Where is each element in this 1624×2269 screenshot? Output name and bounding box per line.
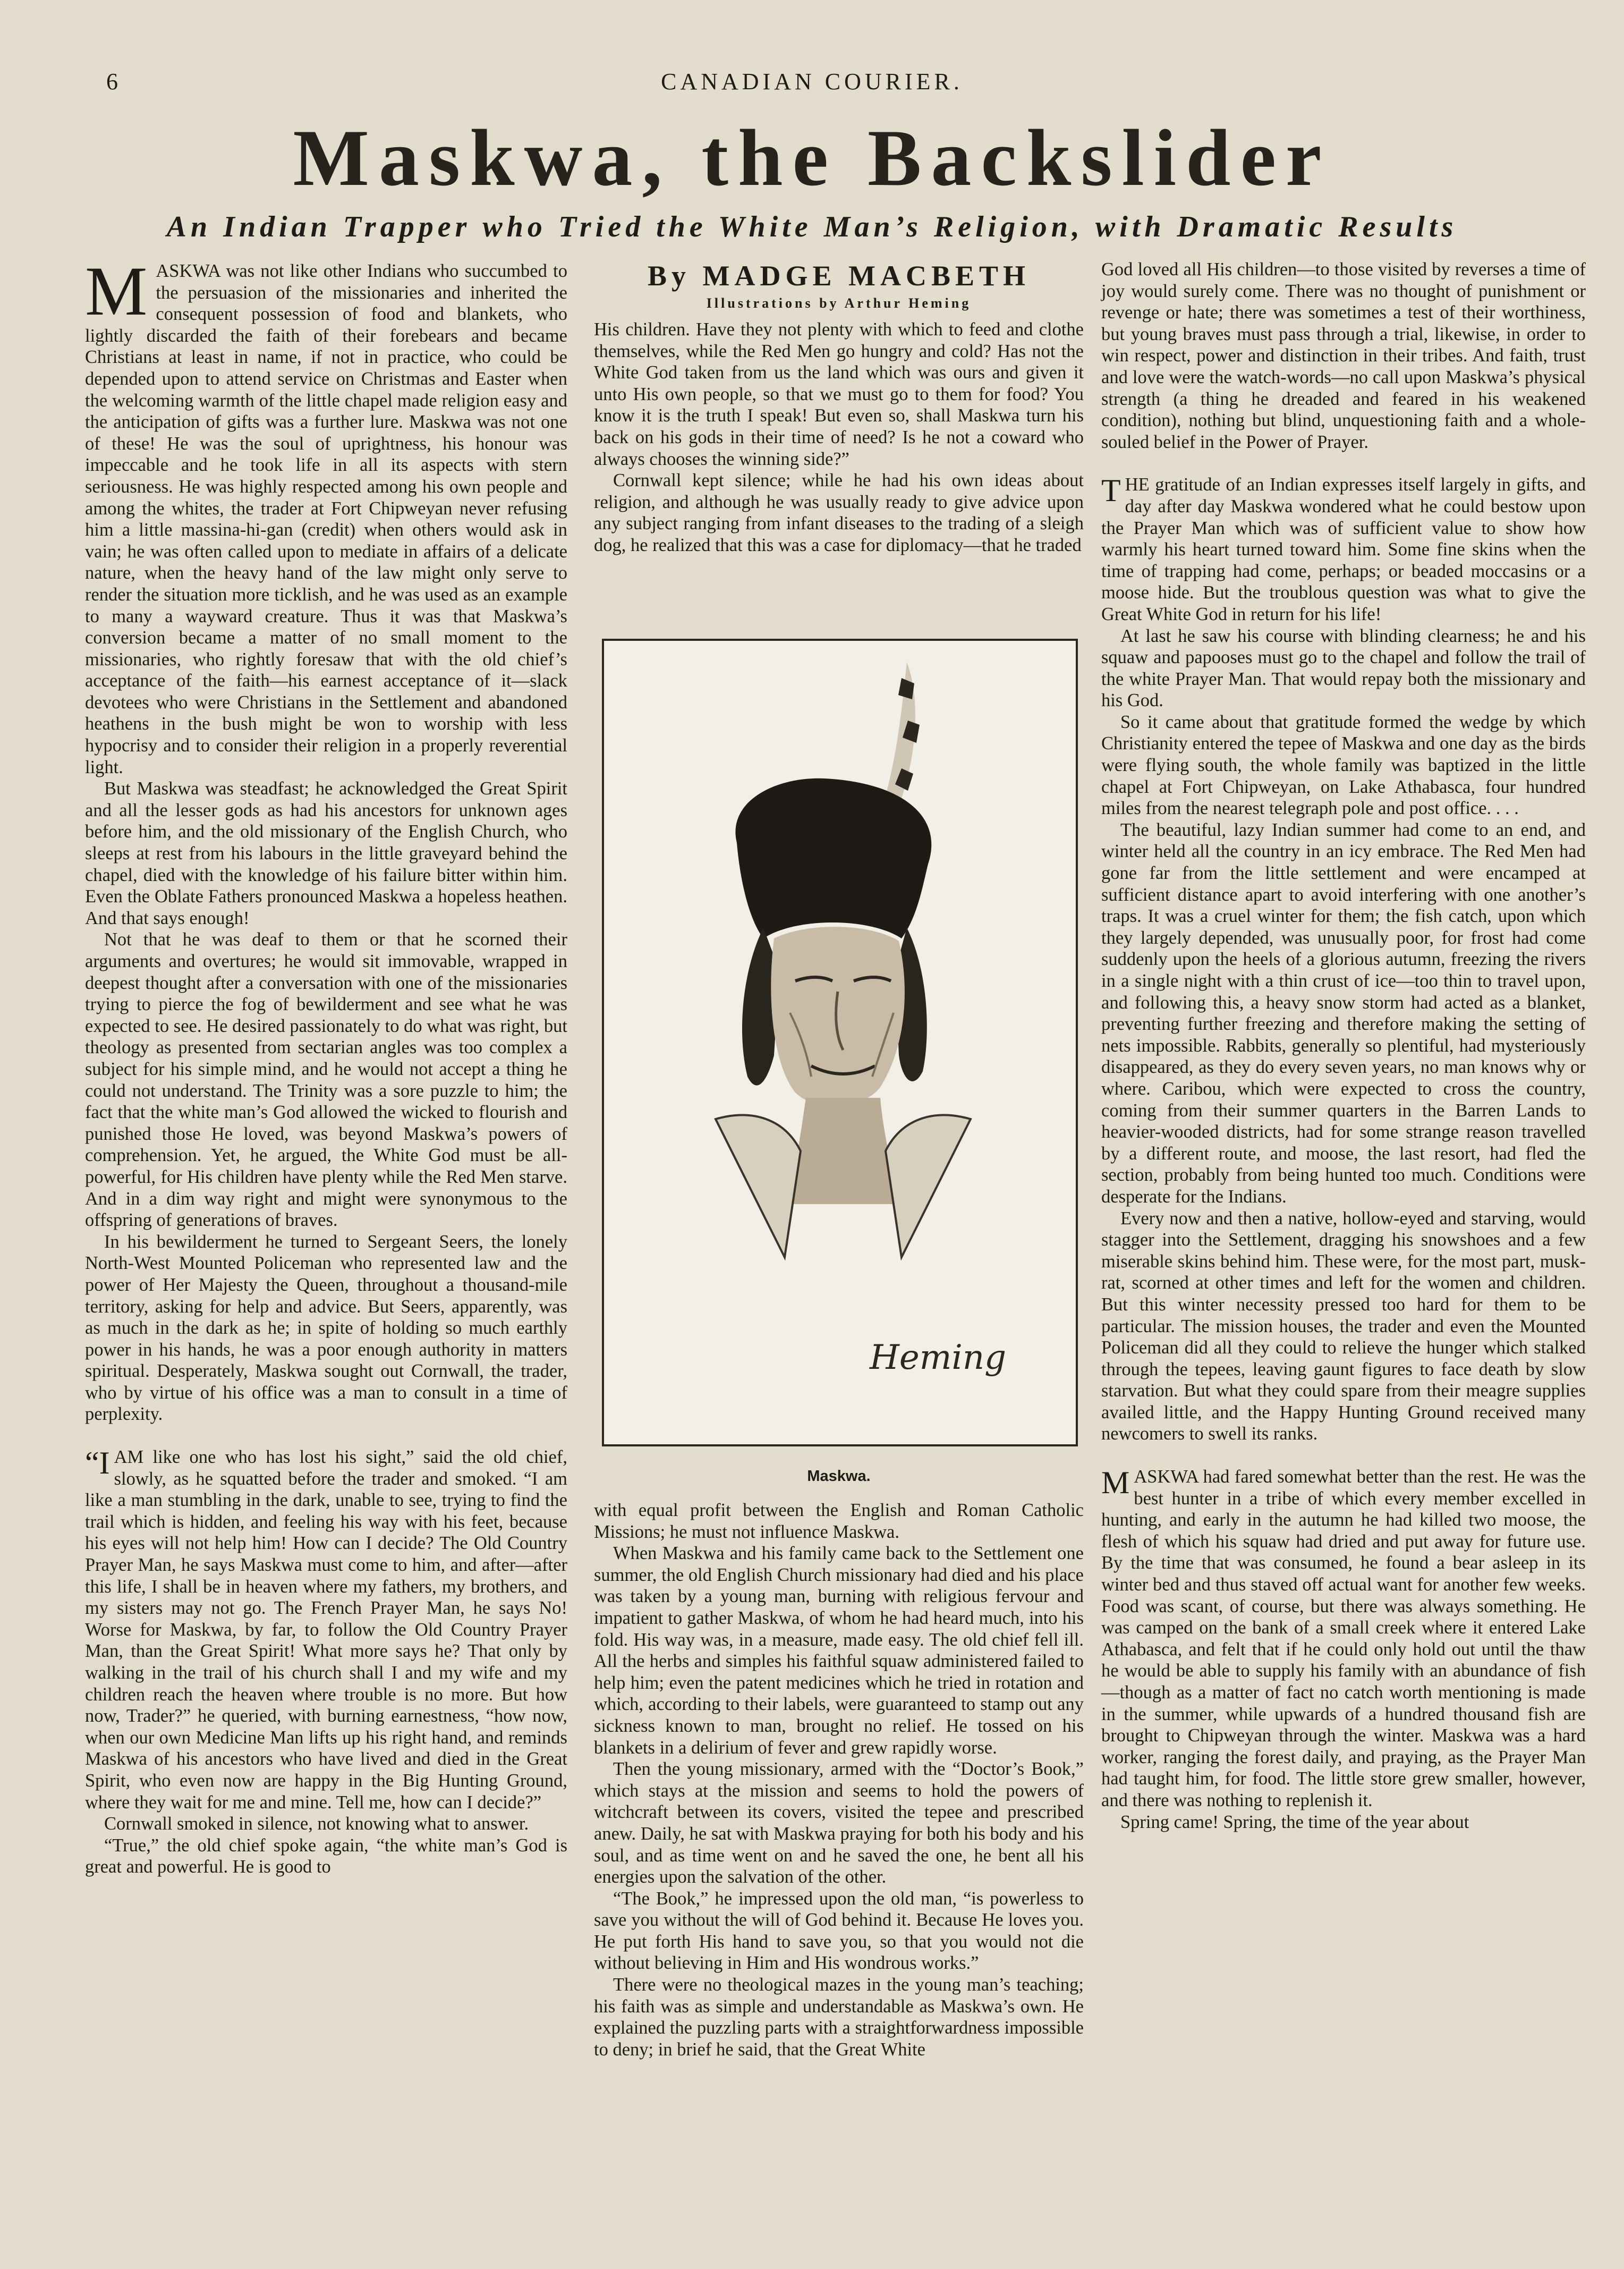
portrait-illustration bbox=[602, 639, 1078, 1446]
paragraph: Every now and then a native, hollow-eyed and starving, would stagger into the Settlement, dragging his snowshoes and a few miserable skins behind him. These were, for the most part, musk-rat, scorned at other times and left for the women and children. But this winter necessity pressed too hard for them to be particular. The mission houses, the trader and even the Mounted Policeman did all they could to relieve the hunger which stalked through the tepees, leaving gaunt figures to face death by slow starvation. But what they could spare from their meagre supplies availed little, and the Happy Hunting Ground received many newcomers to swell its ranks. bbox=[1101, 1208, 1586, 1444]
paragraph: “The Book,” he impressed upon the old man, “is powerless to save you without the will of God behind it. Because He loves you. He put forth His hand to save you, so that you would not die without believing in Him and His wondrous works.” bbox=[594, 1888, 1084, 1974]
illustration-credit: Illustrations by Arthur Heming bbox=[706, 295, 972, 311]
paragraph: THE gratitude of an Indian expresses itself largely in gifts, and day after day Maskwa wondered what he could bestow upon the Prayer Man which was of sufficient value to show how warmly his heart turned toward him. Some fine skins when the time of trapping had come, perhaps; or beaded moccasins or a moose hide. But the troublous question was what to give the Great White God in return for his life! bbox=[1101, 473, 1586, 624]
paragraph: The beautiful, lazy Indian summer had come to an end, and winter held all the country in an icy embrace. The Red Men had gone far from the little settlement and were encamped at sufficient distance apart to avoid interfering with one another’s traps. It was a cruel winter for them; the fish catch, upon which they largely depended, was unusually poor, for frost had come suddenly upon the heels of a glorious autumn, freezing the rivers in a single night with a thin crust of ice—too thin to travel upon, and following this, a heavy snow storm had acted as a blanket, preventing further freezing and therefore making the setting of nets impossible. Rabbits, generally so plentiful, had mysteriously disappeared, as they do every seven years, no man knows why or where. Caribou, which were expected to cross the country, coming from their summer quarters in the Barren Lands to heavier-wooded districts, had for some strange reason travelled by a different route, and moose, the last resort, had fled the section, probably from being hunted too much. Conditions were desperate for the Indians. bbox=[1101, 819, 1586, 1207]
paragraph: God loved all His children—to those visited by reverses a time of joy would surely come. There was no thought of punishment or revenge or hate; there was sometimes a test of their worthiness, but young braves must pass through a trial, likewise, in order to win respect, power and distinction in their tribes. And faith, trust and love were the watch-words—no call upon Maskwa’s physical strength (a thing he dreaded and feared in his weakened condition), nothing but blind, unquestioning faith and a whole-souled belief in the Power of Prayer. bbox=[1101, 259, 1586, 452]
paragraph: Then the young missionary, armed with the “Doctor’s Book,” which stays at the mission and seems to hold the powers of witchcraft between its covers, visited the tepee and prescribed anew. Daily, he sat with Maskwa praying for both his body and his soul, and as time went on and he saved the one, he bent all his energies upon the salvation of the other. bbox=[594, 1759, 1084, 1887]
paragraph: MASKWA had fared somewhat better than the rest. He was the best hunter in a tribe of which every member excelled in hunting, and early in the autumn he had killed two moose, the flesh of which his squaw had dried and put away for future use. By the time that was consumed, he found a bear asleep in its winter bed and thus staved off actual want for another few weeks. Food was scant, of course, but there was always something. He was camped on the bank of a small creek where it entered Lake Athabasca, and felt that if he could only hold out until the thaw he would be able to supply his family with an abundance of fish—though as a matter of fact no catch worth mentioning is made in the summer, while upwards of a hundred thousand fish are brought to Chipweyan through the winter. Maskwa was a hard worker, ranging the forest daily, and praying, as the Prayer Man had taught him, for food. The little store grew smaller, however, and there was nothing to replenish it. bbox=[1101, 1465, 1586, 1810]
drop-cap: “I bbox=[85, 1445, 110, 1481]
paragraph: “True,” the old chief spoke again, “the white man’s God is great and powerful. He is good to bbox=[85, 1835, 567, 1877]
paragraph: Not that he was deaf to them or that he scorned their arguments and overtures; he would sit immovable, wrapped in deepest thought after a conversation with one of the missionaries trying to pierce the fog of bewilderment and see what he was expected to see. He desired passionately to do what was right, but theology as presented from sectarian angles was too complex a subject for his simple mind, and he would not accept a thing he could not understand. The Trinity was a sore puzzle to him; the fact that the white man’s God allowed the wicked to flourish and punished those He loved, was beyond Maskwa’s powers of comprehension. Yet, he argued, the White God must be all-powerful, for His children have plenty while the Red Men starve. And in a dim way right and might were synonymous to the offspring of generations of braves. bbox=[85, 929, 567, 1231]
paragraph: “IAM like one who has lost his sight,” said the old chief, slowly, as he squatted before the trader and smoked. “I am like a man stumbling in the dark, unable to see, trying to find the trail which is hidden, and feeling his way with his feet, because his eyes will not help him! How can I decide? The Old Country Prayer Man, he says Maskwa must come to him, and after—after this life, I shall be in heaven where my fathers, my brothers, and my sisters may not go. The French Prayer Man, he says No! Worse for Maskwa, by far, to follow the Old Country Prayer Man, than the Great Spirit! What more says he? That only by walking in the trail of his church shall I and my wife and my children reach the heaven where trouble is no more. But how now, Trader?” he queried, with burning earnestness, “how now, when our own Medicine Man lifts up his right hand, and reminds Maskwa of his ancestors who have lived and died in the Great Spirit, who even now are happy in the Big Hunting Ground, where they wait for me and mine. Tell me, how can I decide?” bbox=[85, 1445, 567, 1813]
paragraph: His children. Have they not plenty with which to feed and clothe themselves, while the Red Men go hungry and cold? Has not the White God taken from us the land which was ours and given it unto His own people, so that we must go to them for food? You know it is the truth I speak! But even so, shall Maskwa turn his back on his gods in their time of need? Is he not a coward who always chooses the winning side?” bbox=[594, 319, 1084, 469]
paragraph: Cornwall kept silence; while he had his own ideas about religion, and although he was usually ready to give advice upon any subject ranging from infant diseases to the trading of a sleigh dog, he realized that this was a case for diplomacy—that he traded bbox=[594, 470, 1084, 555]
paragraph: There were no theological mazes in the young man’s teaching; his faith was as simple and understandable as Maskwa’s own. He explained the puzzling parts with a straightforwardness impossible to deny; in brief he said, that the Great White bbox=[594, 1975, 1084, 2060]
column-3 bbox=[1101, 259, 1586, 1833]
paragraph: At last he saw his course with blinding clearness; he and his squaw and papooses must go to the chapel and follow the trail of the white Prayer Man. That would repay both the missionary and his God. bbox=[1101, 625, 1586, 711]
portrait-drawing bbox=[604, 641, 1076, 1444]
illustration-caption: Maskwa. bbox=[807, 1468, 871, 1485]
running-head: CANADIAN COURIER. bbox=[661, 69, 963, 95]
paragraph: But Maskwa was steadfast; he acknowledged the Great Spirit and all the lesser gods as had his ancestors for unknown ages before him, and the old missionary of the English Church, who sleeps at rest from his labours in the little graveyard behind the chapel, died with the knowledge of his failure bitter within him. Even the Oblate Fathers pronounced Maskwa a hopeless heathen. And that says enough! bbox=[85, 778, 567, 928]
paragraph: Cornwall smoked in silence, not knowing what to answer. bbox=[104, 1814, 529, 1834]
artist-signature: Heming bbox=[870, 1338, 1007, 1377]
paragraph: with equal profit between the English and Roman Catholic Missions; he must not influence Maskwa. bbox=[594, 1500, 1084, 1542]
byline: By MADGE MACBETH bbox=[647, 260, 1031, 292]
drop-cap: M bbox=[1101, 1465, 1130, 1501]
column-1 bbox=[85, 252, 567, 1878]
page-number: 6 bbox=[106, 69, 118, 95]
paragraph: MASKWA was not like other Indians who succumbed to the persuasion of the missionaries and inherited the consequent possession of food and blankets, who lightly discarded the faith of their forebears and became Christians at least in name, if not in practice, who could be depended upon to attend service on Christmas and Easter when the welcoming warmth of the little chapel made religion easy and the anticipation of gifts was a further lure. Maskwa was not one of these! He was the soul of uprightness, his honour was impeccable and he took life in all its aspects with stern seriousness. He was highly respected among his own people and among the whites, the trader at Fort Chipweyan never refusing him a little massina-hi-gan (credit) when others would ask in vain; he was often called upon to mediate in affairs of a delicate nature, when the heavy hand of the law might only serve to render the situation more ticklish, and he was used as an example to many a wayward creature. Thus it was that Maskwa’s conversion became a matter of no small moment to the missionaries, who rightly foresaw that with the old chief’s acceptance of the faith—his earnest acceptance of it—slack devotees who were Christians in the Settlement and abandoned heathens in the bush might be won to worship with less hypocrisy and to consider their religion in a properly reverential light. bbox=[85, 252, 567, 777]
drop-cap: M bbox=[85, 252, 148, 330]
article-subtitle: An Indian Trapper who Tried the White Man’s Religion, with Dramatic Results bbox=[166, 210, 1458, 243]
paragraph: When Maskwa and his family came back to the Settlement one summer, the old English Church missionary had died and his place was taken by a young man, burning with religious fervour and impatient to gather Maskwa, of whom he had heard much, into his fold. His way was, in a measure, made easy. The old chief fell ill. All the herbs and simples his faithful squaw administered failed to help him; even the patent medicines which he tried in rotation and which, according to their labels, were guaranteed to stamp out any sickness known to man, brought no relief. He tossed on his blankets in a delirium of fever and grew rapidly worse. bbox=[594, 1543, 1084, 1758]
column-2-top bbox=[594, 319, 1084, 556]
article-title: Maskwa, the Backslider bbox=[293, 113, 1331, 202]
paragraph: So it came about that gratitude formed the wedge by which Christianity entered the tepee of Maskwa and one day as the birds were flying south, the whole family was baptized in the little chapel at Fort Chipweyan, on Lake Athabasca, four hundred miles from the nearest telegraph pole and post office. . . . bbox=[1101, 712, 1586, 819]
paragraph: In his bewilderment he turned to Sergeant Seers, the lonely North-West Mounted Policeman who represented law and the power of Her Majesty the Queen, throughout a thousand-mile territory, asking for help and advice. But Seers, apparently, was as much in the dark as he; in spite of holding so much earthly power in his hands, he was a poor enough authority in matters spiritual. Desperately, Maskwa sought out Cornwall, the trader, who by virtue of his office was a man to consult in a time of perplexity. bbox=[85, 1231, 567, 1425]
column-2-bottom bbox=[594, 1500, 1084, 2060]
paragraph: Spring came! Spring, the time of the year about bbox=[1120, 1811, 1469, 1832]
drop-cap: T bbox=[1101, 473, 1121, 509]
